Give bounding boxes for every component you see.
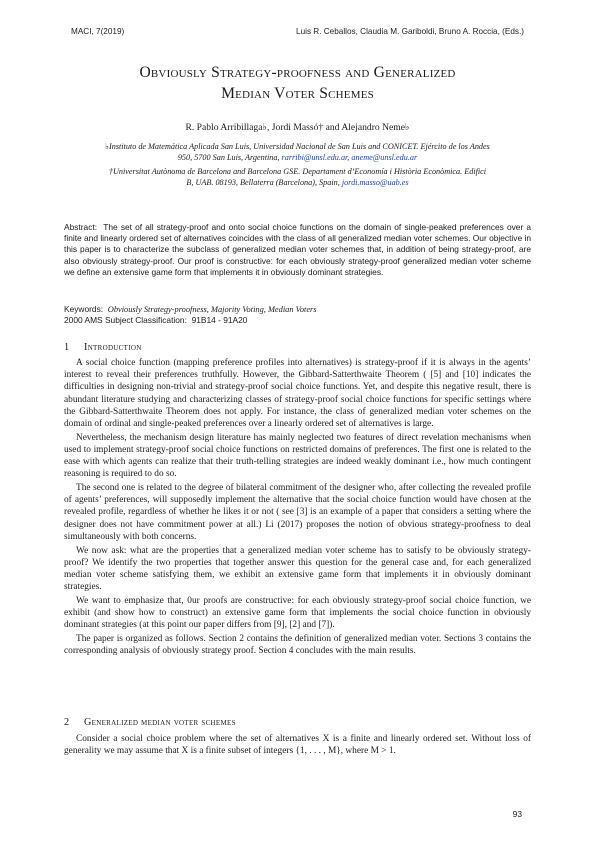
paragraph: We want to emphasize that, 0ur proofs are constructive: for each obviously strategy-proof social choice function, we exhibit (and show how to construct) an extensive game form that implements the social choice function in obviously dominant strategies (at this point our paper differs from [9], [2] and [7]). <box>64 595 531 631</box>
affiliation-2 <box>60 166 535 188</box>
keywords-line <box>64 304 531 315</box>
running-header-editors: Luis R. Ceballos, Claudia M. Gariboldi, Bruno A. Roccia, (Eds.) <box>296 27 524 36</box>
paragraph: We now ask: what are the properties that a generalized median voter scheme has to satisfy to be obviously strategy-proof? We identify the two properties that together answer this question for the general case and, for each generalized median voter scheme satisfying them, we exhibit an extensive game form that implements it in obviously dominant strategies. <box>64 545 531 593</box>
section-body-introduction <box>64 357 531 657</box>
section-heading-generalized-median-voter-schemes <box>64 717 236 728</box>
paragraph: The second one is related to the degree of bilateral commitment of the designer who, after collecting the revealed profile of agents’ preferences, will supposedly implement the alternative that the social choice function would have chosen at the revealed profile, regardless of whether he likes it or not ( see [3] is an example of a paper that considers a setting where the designer does not have commitment power at all.) Li (2017) proposes the notion of obvious strategy-proofness to deal simultaneously with both concerns. <box>64 483 531 542</box>
section-title: Introduction <box>84 342 142 353</box>
paper-title <box>60 62 535 104</box>
section-number: 1 <box>64 342 70 353</box>
affiliation-2-emails[interactable]: jordi.masso@uab.es <box>341 178 409 188</box>
section-body-generalized-median-voter-schemes <box>64 733 531 757</box>
ams-label: 2000 AMS Subject Classification: <box>64 315 187 325</box>
affiliation-2-address: B, UAB. 08193, Bellaterra (Barcelona), Spain, <box>186 178 342 188</box>
ams-value: 91B14 - 91A20 <box>191 315 248 325</box>
ams-line <box>64 315 531 326</box>
affiliation-1-line-2 <box>60 152 535 163</box>
paragraph: A social choice function (mapping preference profiles into alternatives) is strategy-proof if it is always in the agents’ interest to reveal their preferences truthfully. However, the Gibbard-Satterthwaite Theorem ( [5] and [10] indicates the difficulties in designing non-trivial and strategy-proof social choice functions. Yet, and despite this negative result, there is abundant literature studying and characterizing classes of strategy-proof social choice functions for specific settings where the Gibbard-Satterthwaite Theorem does not apply. For instance, the class of generalized median voter schemes on the domain of ordinal and single-peaked preferences over a linearly ordered set of alternatives is large. <box>64 358 531 430</box>
title-line-2: Median Voter Schemes <box>221 85 374 102</box>
section-title: Generalized median voter schemes <box>84 717 236 728</box>
affiliation-1-line-1: ♭Instituto de Matemática Aplicada San Luis, Universidad Nacional de San Luis and CONICET. Ejército de los Andes <box>105 142 490 151</box>
abstract-text: The set of all strategy-proof and onto social choice functions on the domain of single-peaked preferences over a finite and linearly ordered set of alternatives coincides with the class of all generalized median voter schemes. Our objective in this paper is to characterize the subclass of generalized median voter schemes that, in addition of being strategy-proof, are also obviously strategy-proof. Our proof is constructive: for each obviously strategy-proof generalized median voter scheme we define an extensive game form that implements it in obviously dominant strategies. <box>64 222 532 277</box>
paragraph: Consider a social choice problem where the set of alternatives X is a finite and linearly ordered set. Without loss of generality we may assume that X is a finite subset of integers {1, . . . , M}, where M > 1. <box>64 734 531 757</box>
running-header-journal: MACI, 7(2019) <box>71 27 125 36</box>
paragraph: Nevertheless, the mechanism design literature has mainly neglected two features of direct revelation mechanisms when used to implement strategy-proof social choice functions on restricted domains of preferences. The first one is related to the ease with which agents can realize that their truth-telling strategies are indeed weakly dominant i.e., how much contingent reasoning is required to do so. <box>64 432 531 480</box>
affiliation-2-line-1: †Universitat Autònoma de Barcelona and Barcelona GSE. Departament d’Economía i Història Econòmica. Edifici <box>108 167 487 176</box>
abstract-label: Abstract: <box>64 222 98 232</box>
section-number: 2 <box>64 717 70 728</box>
keywords-block <box>64 304 531 326</box>
section-heading-introduction <box>64 342 142 353</box>
paragraph: The paper is organized as follows. Section 2 contains the definition of generalized median voter. Sections 3 contains the corresponding analysis of obviously strategy proof. Section 4 concludes with the main results. <box>64 633 531 657</box>
title-line-1: Obviously Strategy-proofness and Generalized <box>139 64 456 81</box>
keywords-value: Obviously Strategy-proofness, Majority Voting, Median Voters <box>107 305 317 314</box>
affiliation-1-address: 950, 5700 San Luis, Argentina, <box>177 153 282 163</box>
author-list: R. Pablo Arribillaga♭, Jordi Massó† and Alejandro Neme♭ <box>185 122 410 133</box>
keywords-label: Keywords: <box>64 304 104 314</box>
affiliation-1-emails[interactable]: rarribi@unsl.edu.ar, aneme@unsl.edu.ar <box>281 153 418 163</box>
affiliation-2-line-2 <box>60 177 535 188</box>
abstract <box>64 222 531 278</box>
page-number: 93 <box>512 809 522 819</box>
affiliation-1 <box>60 141 535 163</box>
